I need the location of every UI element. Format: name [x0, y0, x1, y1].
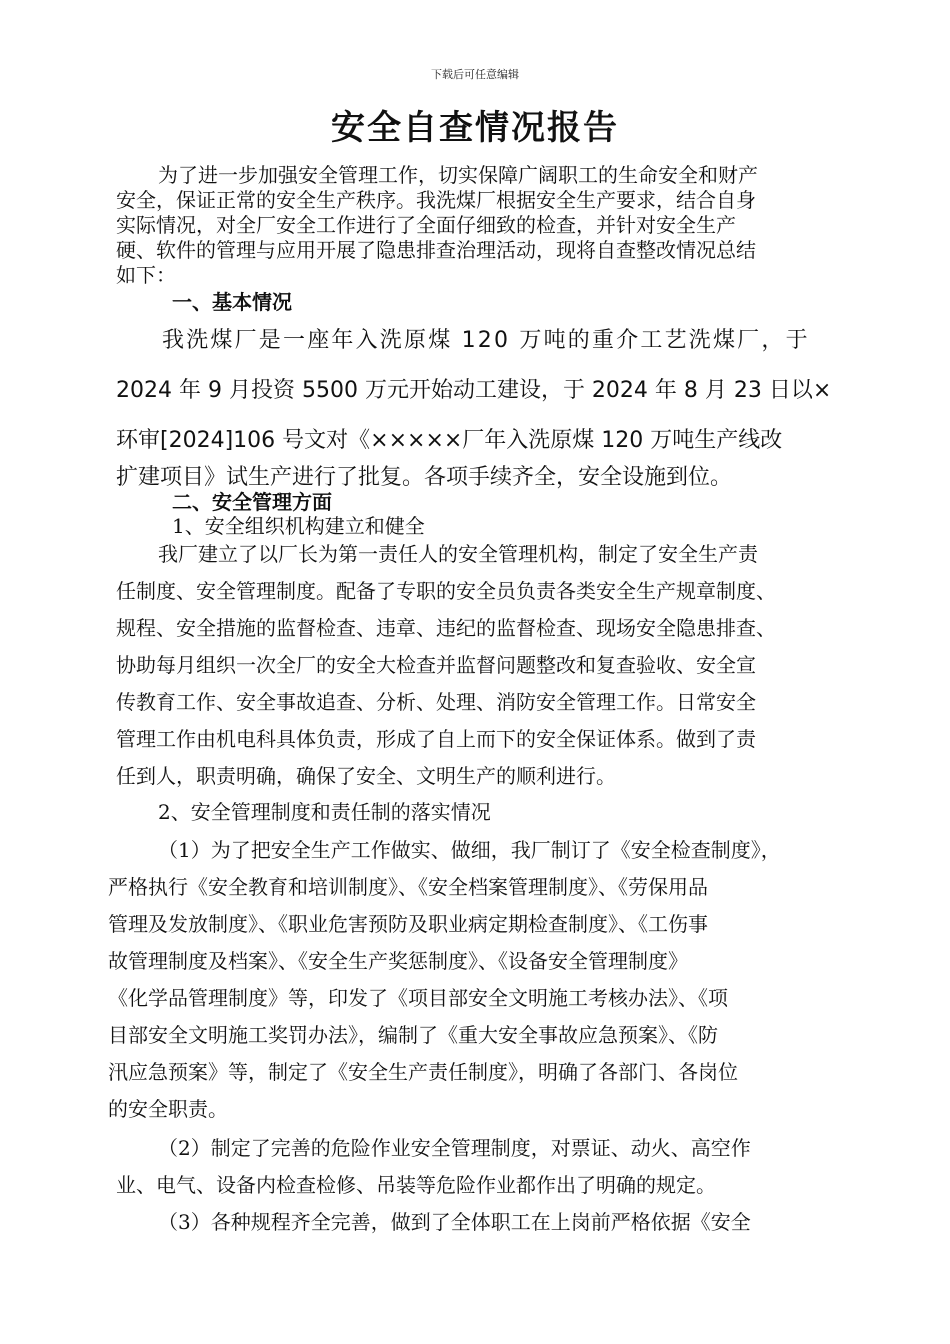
section1-line: 我洗煤厂是一座年入洗原煤 120 万吨的重介工艺洗煤厂，于 — [162, 328, 810, 353]
sub1-line: 任制度、安全管理制度。配备了专职的安全员负责各类安全生产规章制度、 — [116, 579, 776, 603]
item1-line: 的安全职责。 — [108, 1097, 228, 1121]
item1-line: 管理及发放制度》、《职业危害预防及职业病定期检查制度》、《工伤事 — [108, 912, 708, 936]
subsection-heading-org: 1、安全组织机构建立和健全 — [172, 514, 425, 538]
intro-line: 为了进一步加强安全管理工作，切实保障广阔职工的生命安全和财产 — [158, 163, 758, 187]
section1-line: 环审[2024]106 号文对《×××××厂年入洗原煤 120 万吨生产线改 — [116, 428, 783, 453]
item2-line: 业、电气、设备内检查检修、吊装等危险作业都作出了明确的规定。 — [116, 1173, 716, 1197]
sub1-line: 管理工作由机电科具体负责，形成了自上而下的安全保证体系。做到了责 — [116, 727, 756, 751]
intro-line: 硬、软件的管理与应用开展了隐患排查治理活动，现将自查整改情况总结 — [116, 238, 756, 262]
section1-line: 2024 年 9 月投资 5500 万元开始动工建设，于 2024 年 8 月 23 日以× — [116, 378, 832, 403]
section-heading-management: 二、安全管理方面 — [172, 490, 332, 514]
sub1-line: 规程、安全措施的监督检查、违章、违纪的监督检查、现场安全隐患排查、 — [116, 616, 776, 640]
sub1-line: 我厂建立了以厂长为第一责任人的安全管理机构，制定了安全生产责 — [158, 542, 758, 566]
sub1-line: 协助每月组织一次全厂的安全大检查并监督问题整改和复查验收、安全宣 — [116, 653, 756, 677]
item1-line: （1）为了把安全生产工作做实、做细，我厂制订了《安全检查制度》， — [158, 838, 781, 862]
item1-line: 《化学品管理制度》等，印发了《项目部安全文明施工考核办法》、《项 — [108, 986, 728, 1010]
page-title: 安全自查情况报告 — [331, 108, 619, 148]
section1-line: 扩建项目》试生产进行了批复。各项手续齐全，安全设施到位。 — [116, 465, 733, 490]
item1-line: 严格执行《安全教育和培训制度》、《安全档案管理制度》、《劳保用品 — [108, 875, 708, 899]
sub1-line: 传教育工作、安全事故追查、分析、处理、消防安全管理工作。日常安全 — [116, 690, 756, 714]
intro-line: 如下： — [116, 263, 176, 287]
item1-line: 故管理制度及档案》、《安全生产奖惩制度》、《设备安全管理制度》 — [108, 949, 688, 973]
intro-line: 实际情况，对全厂安全工作进行了全面仔细致的检查，并针对安全生产 — [116, 213, 736, 237]
section-heading-basic: 一、基本情况 — [172, 290, 292, 314]
header-note: 下载后可任意编辑 — [431, 68, 519, 81]
intro-line: 安全，保证正常的安全生产秩序。我洗煤厂根据安全生产要求，结合自身 — [116, 188, 756, 212]
item3-line: （3）各种规程齐全完善，做到了全体职工在上岗前严格依据《安全 — [158, 1210, 751, 1234]
item2-line: （2）制定了完善的危险作业安全管理制度，对票证、动火、高空作 — [158, 1136, 751, 1160]
sub1-line: 任到人，职责明确，确保了安全、文明生产的顺利进行。 — [116, 764, 616, 788]
item1-line: 汛应急预案》等，制定了《安全生产责任制度》，明确了各部门、各岗位 — [108, 1060, 738, 1084]
subsection-heading-rules: 2、安全管理制度和责任制的落实情况 — [158, 800, 491, 824]
item1-line: 目部安全文明施工奖罚办法》，编制了《重大安全事故应急预案》、《防 — [108, 1023, 718, 1047]
